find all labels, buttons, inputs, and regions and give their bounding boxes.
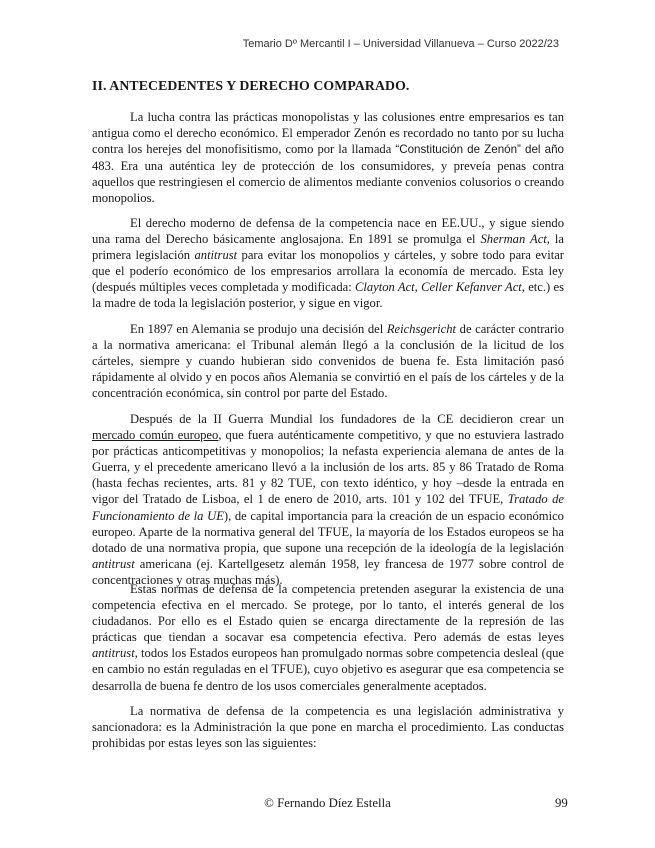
- text-run: , que fuera auténticamente competitivo, y que no estuviera lastrado por prácticas anticompetitivas y monopolios; la nefasta experiencia alemana de antes de la Guerra, y el precedente americano llevó a la inclusión de los arts. 85 y 86 Tratado de Roma (hasta fechas recientes, arts. 81 y 82 TUE, con texto idéntico, y hoy –desde la entrada en vigor del Tratado de Lisboa, el 1 de enero de 2010, arts. 101 y 102 del TFUE,: [92, 428, 564, 507]
- paragraph-normativa: [92, 703, 564, 751]
- text-run: Estas normas de defensa de la competencia pretenden asegurar la existencia de una competencia efectiva en el mercado. Se protege, por lo tanto, el interés general de los ciudadanos. Por ello es el Estado quien se encarga directamente de la represión de las prácticas que tiendan a socavar esa competencia efectiva. Pero además de estas leyes: [92, 582, 564, 645]
- text-run: de carácter contrario a la normativa americana: el Tribunal alemán llegó a la conclusión de la licitud de los cárteles, siempre y cuando hubieran sido convenidos de buena fe. Esta limitación pasó rápidamente al olvido y en pocos años Alemania se convirtió en el país de los cárteles y de la concentración económica, sin control por parte del Estado.: [92, 322, 564, 401]
- paragraph-competencia-efectiva: [92, 581, 564, 694]
- italic-antitrust: antitrust: [194, 248, 238, 263]
- text-run: para evitar los monopolios y cárteles, y sobre todo para evitar que el poderío económico de los empresarios arrollara la economía de mercado. Esta ley (después múltiples veces completada y modificada:: [92, 248, 565, 295]
- text-run: , etc.) es la madre de toda la legislación posterior, y sigue en vigor.: [92, 280, 564, 311]
- text-run: La normativa de defensa de la competencia es una legislación administrativa y sancionadora: es la Administración la que pone en marcha el procedimiento. Las conductas prohibidas por estas leyes son las siguientes:: [92, 704, 564, 751]
- italic-clayton-act: Clayton Act, Celler Kefanver Act: [354, 280, 522, 295]
- text-run: Después de la II Guerra Mundial los fundadores de la CE decidieron crear un: [130, 412, 564, 426]
- text-run: El derecho moderno de defensa de la competencia nace en EE.UU., y sigue siendo una rama del Derecho básicamente anglosajona. En 1891 se promulga el: [92, 216, 564, 247]
- text-run: En 1897 en Alemania se produjo una decisión del: [130, 322, 387, 336]
- italic-antitrust: antitrust: [92, 556, 135, 571]
- paragraph-reichsgericht: [92, 321, 564, 401]
- page-number: 99: [555, 796, 568, 810]
- text-run: americana (ej. Kartellgesetz alemán 1958, ley francesa de 1977 sobre control de concentraciones y otras muchas más).: [92, 556, 564, 587]
- text-run: la primera legislación: [92, 232, 564, 263]
- text-run: La lucha contra las prácticas monopolistas y las colusiones entre empresarios es tan antigua como el derecho económico. El emperador Zenón es recordado no tanto por su lucha contra los herejes del monofisitismo, como por la llamada: [92, 110, 564, 157]
- running-header: Temario Dº Mercantil I – Universidad Villanueva – Curso 2022/23: [242, 38, 559, 50]
- text-run: , todos los Estados europeos han promulgado normas sobre competencia desleal (que en cambio no están reguladas en el TFUE), cuyo objetivo es asegurar que esa competencia se desarrolla de buena fe dentro de los usos comerciales generalmente aceptados.: [92, 646, 564, 693]
- italic-sherman-act: Sherman Act,: [480, 232, 550, 247]
- footer-author: © Fernando Díez Estella: [264, 796, 391, 810]
- text-run-constitucion-zenon: “Constitución de Zenón” del año: [395, 143, 564, 157]
- section-title: II. ANTECEDENTES Y DERECHO COMPARADO.: [92, 78, 410, 93]
- paragraph-mercado-comun: [92, 411, 564, 588]
- italic-tratado-funcionamiento: Tratado de Funcionamiento de la UE: [92, 492, 564, 523]
- italic-reichsgericht: Reichsgericht: [386, 322, 457, 336]
- text-run: ), de capital importancia para la creación de un espacio económico europeo. Aparte de la normativa general del TFUE, la mayoría de los Estados europeos se ha dotado de una normativa propia, que supone una recepción de la ideología de la legislación: [92, 508, 564, 555]
- paragraph-sherman-act: [92, 215, 564, 312]
- text-run: 483. Era una auténtica ley de protección de los consumidores, y preveía penas contra aquellos que restringiesen el comercio de alimentos mediante convenios colusorios o creando monopolios.: [92, 159, 564, 206]
- paragraph-zenon: [92, 109, 564, 207]
- underlined-mercado-comun: mercado común europeo: [92, 428, 219, 443]
- italic-antitrust: antitrust: [92, 646, 135, 661]
